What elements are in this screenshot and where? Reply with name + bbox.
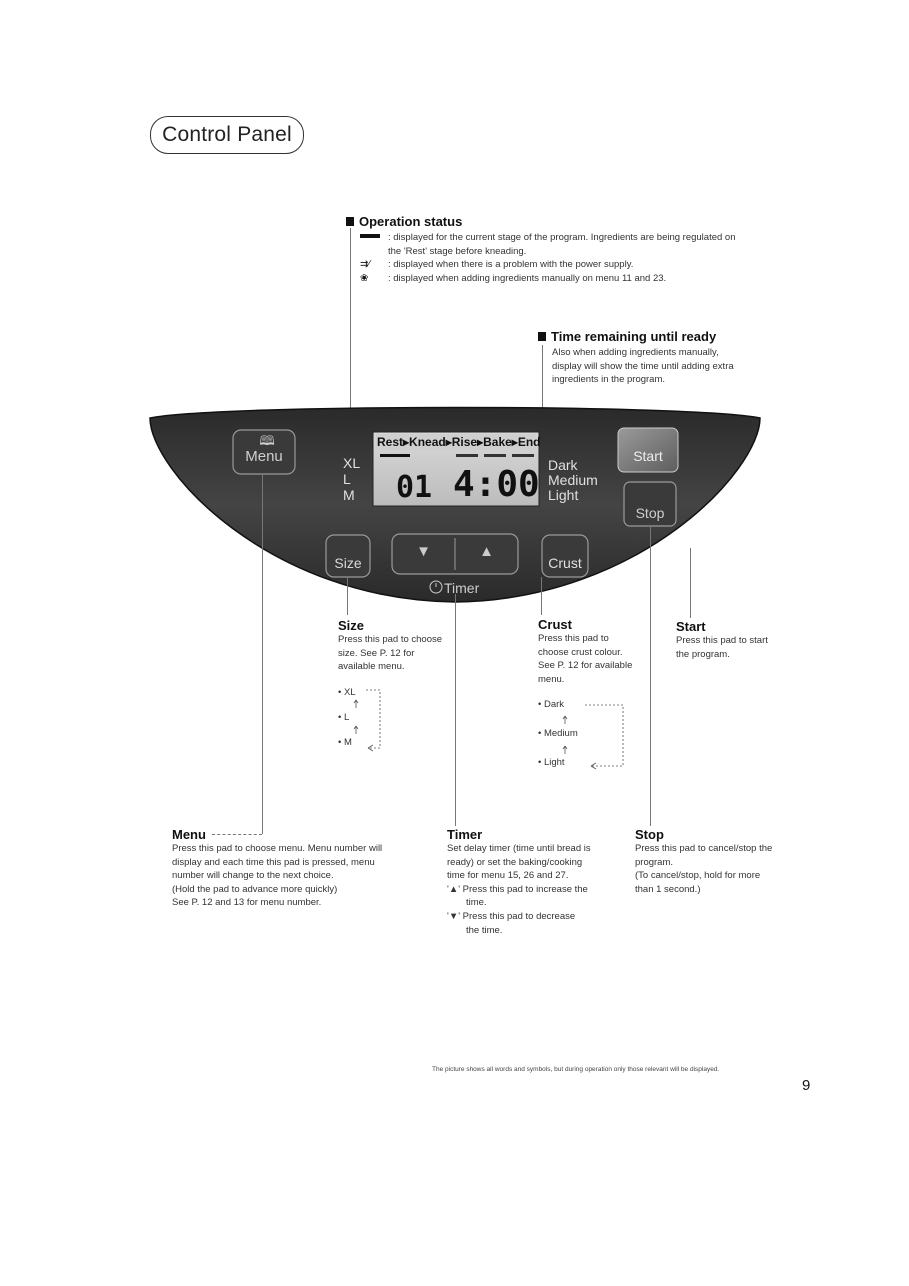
stop-button[interactable]: Stop <box>635 505 665 521</box>
leader-size <box>347 577 348 615</box>
status-row-power: ⇉∕ : displayed when there is a problem with the power supply. <box>360 259 634 270</box>
timer-label: Timer <box>444 580 480 596</box>
timer-up-button[interactable]: ▲ <box>479 543 494 560</box>
leader-menu <box>262 474 263 834</box>
leader-start <box>690 548 691 618</box>
size-cycle-arrows <box>350 686 390 756</box>
menu-heading: Menu <box>172 827 206 842</box>
power-plug-icon: ⇉∕ <box>360 259 371 270</box>
timer-heading: Timer <box>447 827 483 842</box>
menu-block: Menu Press this pad to choose menu. Menu number will display and each time this pad is pressed, menu number will change to the next choice. (Hold the pad to advance more quickly) See P. 12 and 13 for menu number. <box>172 827 412 910</box>
start-button[interactable]: Start <box>633 448 663 464</box>
crust-indicators: Dark Medium Light <box>548 457 598 503</box>
start-heading: Start <box>676 619 706 634</box>
section-title-text: Control Panel <box>162 123 292 146</box>
size-heading: Size <box>338 618 365 633</box>
start-block: Start Press this pad to start the program. <box>676 619 806 661</box>
stop-heading: Stop <box>635 827 664 842</box>
time-remaining-heading: Time remaining until ready <box>538 329 778 344</box>
ingredients-icon: ❀ <box>360 272 369 284</box>
menu-button[interactable]: Menu <box>245 448 283 465</box>
crust-button[interactable]: Crust <box>548 555 582 571</box>
size-button[interactable]: Size <box>334 555 362 571</box>
status-row-ingredients: ❀ : displayed when adding ingredients manually on menu 11 and 23. <box>360 272 667 284</box>
time-display: 4:00 <box>453 464 540 505</box>
timer-block: Timer Set delay timer (time until bread is ready) or set the baking/cooking time for menu 15, 26 and 27. '▲' Press this pad to increase the time. '▼' Press this pad to decrease the time. <box>447 827 627 937</box>
stop-block: Stop Press this pad to cancel/stop the program. (To cancel/stop, hold for more than 1 second.) <box>635 827 805 896</box>
size-options: • XL • L • M <box>338 686 356 748</box>
menu-number-display: 01 <box>396 470 433 505</box>
leader-crust <box>541 577 542 615</box>
timer-down-button[interactable]: ▼ <box>416 543 431 560</box>
crust-options: • Dark • Medium • Light <box>538 699 578 769</box>
crust-heading: Crust <box>538 617 572 632</box>
book-icon: 🕮 <box>259 433 275 448</box>
crust-block: Crust Press this pad to choose crust colour. See P. 12 for available menu. • Dark • Medium • Light <box>538 617 668 777</box>
operation-status-heading: Operation status <box>346 214 766 229</box>
stage-indicator: Rest▸Knead▸Rise▸Bake▸End <box>377 435 541 449</box>
size-indicators: XL L M <box>343 455 361 503</box>
page-number: 9 <box>802 1077 811 1094</box>
crust-cycle-arrows <box>555 700 630 772</box>
size-block: Size Press this pad to choose size. See P. 12 for available menu. • XL • L • M <box>338 618 478 755</box>
time-remaining-block: Time remaining until ready Also when adding ingredients manually, display will show the time until adding extra ingredients in the program. <box>538 329 778 387</box>
status-row-progress: : displayed for the current stage of the program. Ingredients are being regulated on the 'Rest' stage before kneading. <box>360 231 766 258</box>
footnote: The picture shows all words and symbols, but during operation only those relevant will be displayed. <box>432 1066 720 1073</box>
